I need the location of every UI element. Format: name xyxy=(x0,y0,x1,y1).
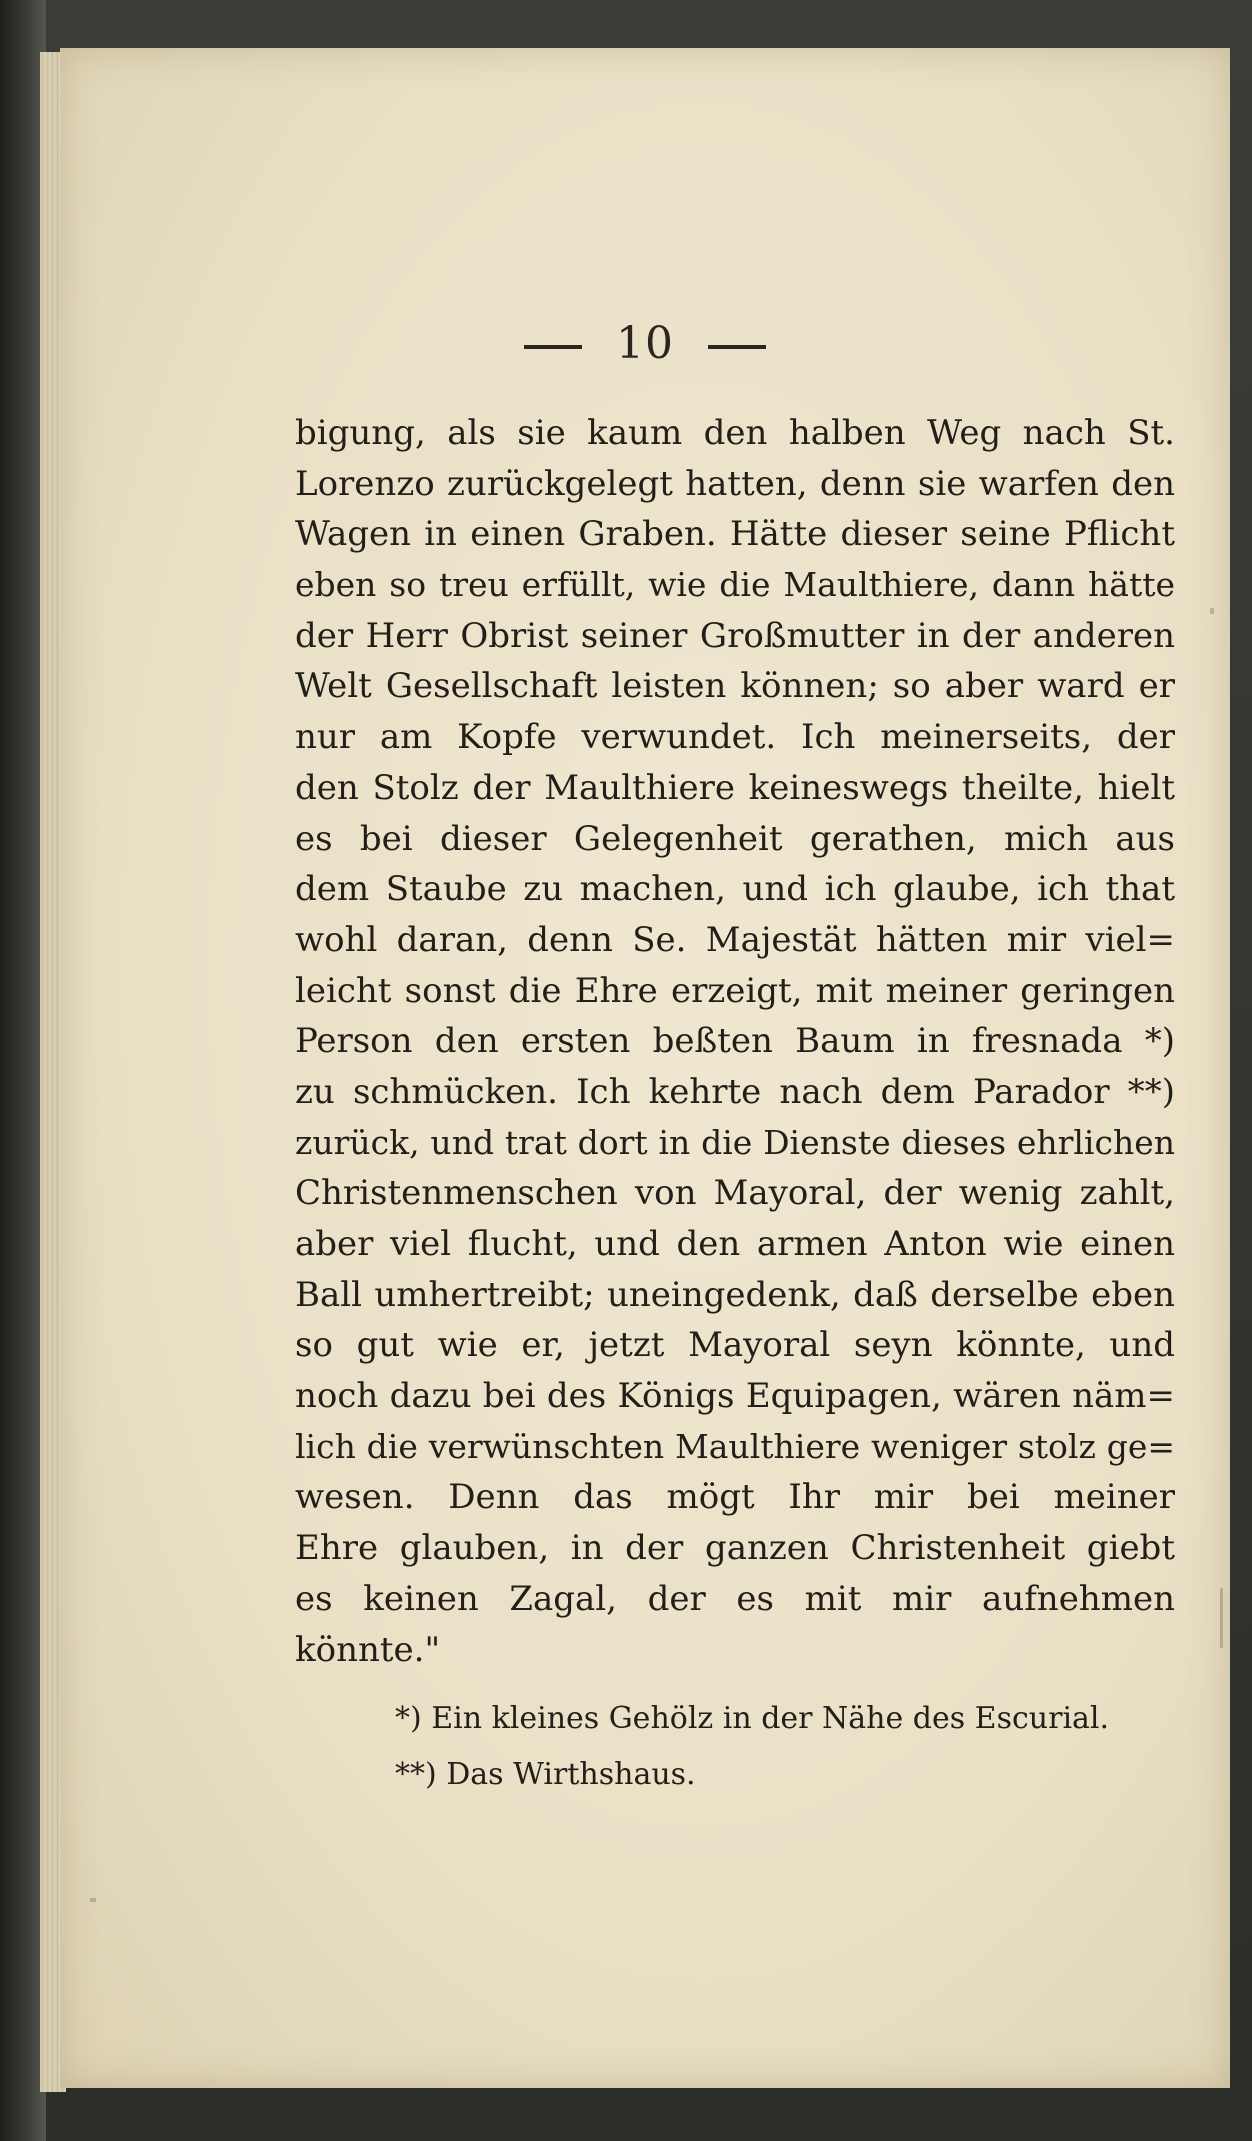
text-line: Wagen in einen Graben. Hätte dieser seine Pflicht xyxy=(295,514,1175,555)
paper-speck xyxy=(1210,608,1214,614)
footnote: *) Ein kleines Gehölz in der Nähe des Escurial. xyxy=(395,1701,1110,1736)
header-dash-left xyxy=(524,345,582,349)
text-line: noch dazu bei des Königs Equipagen, wären näm= xyxy=(295,1376,1175,1417)
text-line: Person den ersten beßten Baum in fresnada *) xyxy=(295,1021,1175,1062)
text-line: Lorenzo zurückgelegt hatten, denn sie warfen den xyxy=(295,463,1175,504)
text-line: wohl daran, denn Se. Majestät hätten mir viel= xyxy=(295,919,1175,960)
text-line: dem Staube zu machen, und ich glaube, ich that xyxy=(295,869,1175,910)
header-dash-right xyxy=(708,345,766,349)
text-line: es bei dieser Gelegenheit gerathen, mich aus xyxy=(295,818,1175,859)
text-line: eben so treu erfüllt, wie die Maulthiere, dann hätte xyxy=(295,565,1175,605)
text-line: zu schmücken. Ich kehrte nach dem Parador **) xyxy=(295,1071,1175,1112)
text-line: leicht sonst die Ehre erzeigt, mit meiner geringen xyxy=(295,970,1175,1011)
text-line: Ehre glauben, in der ganzen Christenheit giebt xyxy=(295,1528,1175,1569)
text-line: den Stolz der Maulthiere keineswegs theilte, hielt xyxy=(295,767,1175,808)
text-line: zurück, und trat dort in die Dienste dieses ehrlichen xyxy=(295,1122,1175,1162)
paper-speck xyxy=(1220,1588,1223,1648)
text-line: lich die verwünschten Maulthiere weniger stolz ge= xyxy=(295,1426,1175,1466)
page-number: 10 xyxy=(616,318,674,369)
footnotes xyxy=(395,1691,1195,1803)
paper-speck xyxy=(90,1898,96,1902)
book-page xyxy=(60,48,1230,2088)
footnote: **) Das Wirthshaus. xyxy=(395,1757,696,1792)
body-text xyxy=(295,408,1175,1675)
text-line: so gut wie er, jetzt Mayoral seyn könnte, und xyxy=(295,1325,1175,1366)
text-line: könnte." xyxy=(295,1629,441,1670)
text-line: Christenmenschen von Mayoral, der wenig zahlt, xyxy=(295,1173,1175,1214)
text-line: aber viel flucht, und den armen Anton wie einen xyxy=(295,1224,1175,1264)
text-line: nur am Kopfe verwundet. Ich meinerseits, der xyxy=(295,717,1175,758)
page-header xyxy=(60,318,1230,369)
text-line: der Herr Obrist seiner Großmutter in der anderen xyxy=(295,615,1175,656)
text-line: Ball umhertreibt; uneingedenk, daß derselbe eben xyxy=(295,1274,1175,1315)
text-line: es keinen Zagal, der es mit mir aufnehmen xyxy=(295,1578,1175,1619)
text-line: Welt Gesellschaft leisten können; so aber ward er xyxy=(295,666,1175,707)
text-line: wesen. Denn das mögt Ihr mir bei meiner xyxy=(295,1477,1175,1518)
text-line: bigung, als sie kaum den halben Weg nach St. xyxy=(295,413,1175,453)
